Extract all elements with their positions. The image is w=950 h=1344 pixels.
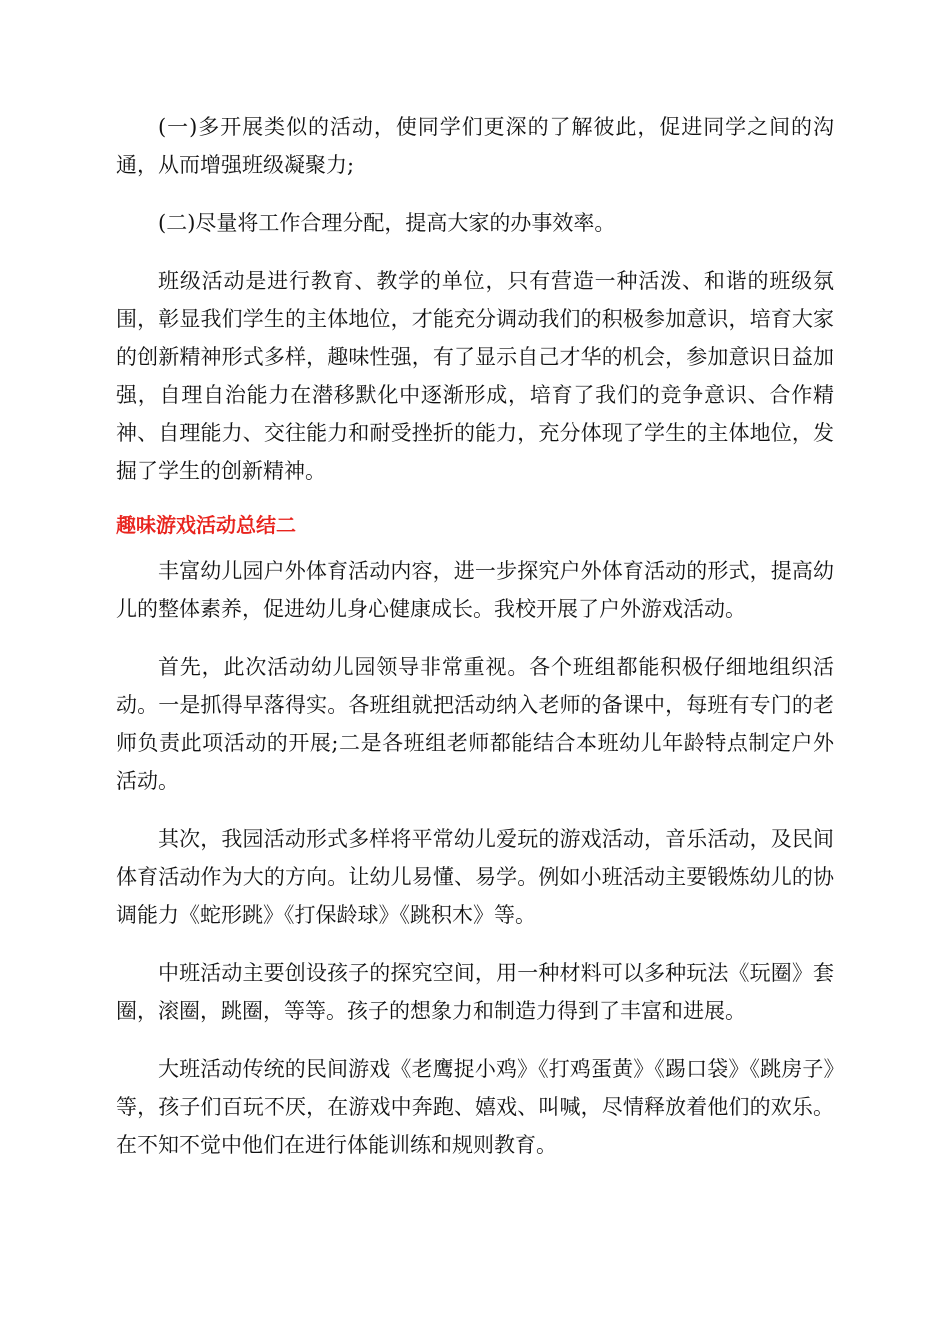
section-title: 趣味游戏活动总结二 (116, 513, 296, 537)
paragraph-suggestion-2: (二)尽量将工作合理分配，提高大家的办事效率。 (158, 211, 616, 235)
document-page (116, 108, 834, 1184)
paragraph-intro: 丰富幼儿园户外体育活动内容，进一步探究户外体育活动的形式，提高幼儿的整体素养，促进幼儿身心健康成长。我校开展了户外游戏活动。 (116, 559, 834, 621)
paragraph-senior-class: 大班活动传统的民间游戏《老鹰捉小鸡》《打鸡蛋黄》《踢口袋》《跳房子》等，孩子们百玩不厌，在游戏中奔跑、嬉戏、叫喊，尽情释放着他们的欢乐。在不知不觉中他们在进行体能训练和规则教育。 (116, 1057, 834, 1157)
paragraph-middle-class: 中班活动主要创设孩子的探究空间，用一种材料可以多种玩法《玩圈》套圈，滚圈，跳圈，等等。孩子的想象力和制造力得到了丰富和进展。 (116, 961, 834, 1023)
paragraph-second: 其次，我园活动形式多样将平常幼儿爱玩的游戏活动，音乐活动，及民间体育活动作为大的方向。让幼儿易懂、易学。例如小班活动主要锻炼幼儿的协调能力《蛇形跳》《打保龄球》《跳积木》等。 (116, 827, 834, 927)
paragraph-class-activity: 班级活动是进行教育、教学的单位，只有营造一种活泼、和谐的班级氛围，彰显我们学生的主体地位，才能充分调动我们的积极参加意识，培育大家的创新精神形式多样，趣味性强，有了显示自己才华的机会，参加意识日益加强，自理自治能力在潜移默化中逐渐形成，培育了我们的竞争意识、合作精神、自理能力、交往能力和耐受挫折的能力，充分体现了学生的主体地位，发掘了学生的创新精神。 (116, 269, 834, 483)
paragraph-suggestion-1: (一)多开展类似的活动，使同学们更深的了解彼此，促进同学之间的沟通，从而增强班级凝聚力; (116, 115, 834, 177)
paragraph-first: 首先，此次活动幼儿园领导非常重视。各个班组都能积极仔细地组织活动。一是抓得早落得实。各班组就把活动纳入老师的备课中，每班有专门的老师负责此项活动的开展;二是各班组老师都能结合本班幼儿年龄特点制定户外活动。 (116, 655, 834, 793)
